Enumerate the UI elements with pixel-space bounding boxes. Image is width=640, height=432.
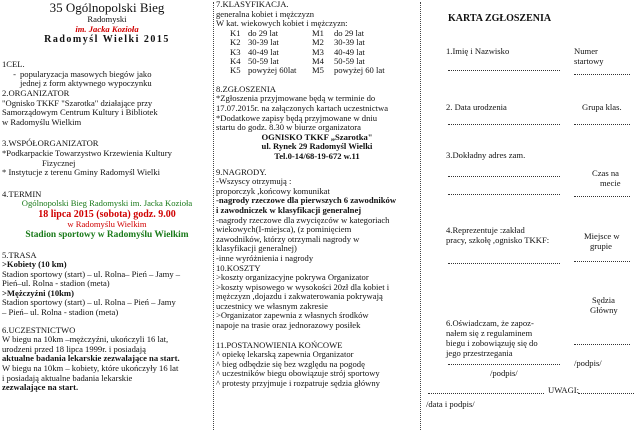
registration-line: 17.07.2015r. na załączonych kartach uczestnictwa (216, 103, 389, 113)
prizes-line: -nagrody rzeczowe dla zwycięzców w kategoriach (216, 214, 390, 225)
card-title: KARTA ZGŁOSZENIA (448, 13, 552, 24)
regulations-column-2 (216, 0, 418, 389)
route-line: >Mężczyźni (10km) (2, 287, 74, 298)
costs-line: >koszty organizacyjne pokrywa Organizator (216, 272, 369, 283)
field-representation-label-2: pracy, szkołę ,ognisko TKKF: (446, 235, 550, 245)
prizes-line: wiekowych(I-miejsca), (z pominięciem (216, 224, 352, 235)
field-address-line (448, 176, 560, 177)
signature-label: /podpis/ (490, 368, 518, 378)
category-range: 40-49 lat (334, 46, 365, 57)
participation-line: W biegu na 10km –mężczyźni, ukończyli 16 lat, (2, 334, 169, 345)
category-code: K4 (230, 56, 241, 66)
prizes-line: -nagrody rzeczowe dla pierwszych 6 zawodników (216, 195, 397, 206)
section-participation-heading: 6.UCZESTNICTWO (2, 324, 76, 335)
coorganizer-line: * Instytucje z terenu Gminy Radomyśl Wielki (2, 167, 160, 178)
category-code: K3 (230, 46, 241, 57)
remarks-label: UWAGI: (548, 385, 580, 395)
final-line: ^ bieg odbędzie się bez względu na pogodę (216, 358, 365, 369)
section-route-heading: 5.TRASA (2, 249, 37, 260)
place-in-group-line (574, 261, 630, 262)
final-line: ^ uczestników biegu obowiązuje strój sportowy (216, 368, 380, 379)
category-range: 30-39 lat (248, 37, 279, 48)
date-signature-line (428, 393, 544, 394)
field-birthdate-line (448, 124, 560, 125)
participation-line: W biegu na 10km – kobiety, które ukończyły 16 lat (2, 363, 179, 374)
registration-line: startu do godz. 8.30 w biurze organizatora (216, 122, 361, 133)
field-address-label: 3.Dokładny adres zam. (446, 150, 526, 160)
event-patron: im. Jacka Kozioła (75, 23, 139, 34)
costs-line: napoje na trasie oraz jednorazowy posiłek (216, 320, 361, 331)
event-subtitle: Radomyski (87, 14, 127, 24)
route-line: – Pień– ul. Rolna - stadion (meta) (2, 307, 119, 318)
section-organizer-heading: 2.ORGANIZATOR (2, 87, 70, 98)
goal-item: - popularyzacja masowych biegów jako (13, 68, 152, 79)
prizes-line: i zawodniczek w klasyfikacji generalnej (216, 204, 362, 215)
date-line-stadium: Stadion sportowy w Radomyślu Wielkim (25, 229, 189, 240)
final-line: ^ protesty przyjmuje i rozpatruje sędzia główny (216, 378, 380, 389)
final-line: ^ opiekę lekarską zapewnia Organizator (216, 349, 354, 360)
category-code: K2 (230, 37, 241, 48)
section-date-heading: 4.TERMIN (2, 188, 42, 199)
category-range: do 29 lat (248, 27, 279, 38)
route-line: Stadion sportowy (start) – ul. Rolna – Pień – Jamy (2, 297, 176, 308)
declaration-signature-line[interactable] (448, 364, 560, 365)
costs-line: uczestnicy we własnym zakresie (216, 300, 328, 311)
organizer-line: "Ognisko TKKF "Szarotka" działające przy (2, 97, 153, 108)
date-line-bieg: Ogólnopolski Bieg Radomyski im. Jacka Kozioła (21, 198, 193, 209)
field-birthdate-label: 2. Data urodzenia (446, 102, 507, 112)
category-range: 30-39 lat (334, 37, 365, 48)
classification-line: generalna kobiet i mężczyzn (216, 8, 315, 19)
date-line-when: 18 lipca 2015 (sobota) godz. 9.00 (38, 208, 176, 220)
category-code: M1 (312, 27, 324, 38)
finish-time-label: Czas na (592, 168, 619, 178)
category-code: M4 (312, 56, 324, 66)
coorganizer-line: Fizycznej (42, 157, 76, 168)
date-signature-label: /data i podpis/ (426, 399, 475, 409)
prizes-line: -inne wyróżnienia i nagrody (216, 252, 314, 263)
coorganizer-line: *Podkarpackie Towarzystwo Krzewienia Kultury (2, 147, 172, 158)
finish-time-line (574, 196, 630, 197)
event-place-year: Radomyśl Wielki 2015 (44, 34, 170, 46)
place-in-group-label: Miejsce w (584, 231, 620, 241)
class-group-label: Grupa klas. (582, 102, 622, 112)
declaration-line: biegu i zobowiązuję się do (446, 338, 538, 348)
category-code: M3 (312, 46, 324, 57)
field-address-line-2 (448, 194, 560, 195)
classification-line: W kat. wiekowych kobiet i mężczyzn: (216, 18, 348, 29)
section-classification-heading: 7.KLASYFIKACJA. (216, 0, 289, 9)
category-range: 50-59 lat (334, 56, 365, 66)
category-range: powyżej 60lat (248, 65, 297, 76)
registration-card (424, 0, 638, 432)
section-goal-heading: 1CEL. (2, 59, 25, 70)
start-number-line (574, 74, 630, 75)
declaration-line: jego przestrzegania (446, 348, 513, 358)
participation-line: urodzeni przed 18 lipca 1999r. i posiadają (2, 343, 146, 354)
start-number-label-2: startowy (574, 56, 604, 66)
goal-item-cont: jednej z form aktywnego wypoczynku (20, 78, 152, 89)
section-final-heading: 11.POSTANOWIENIA KOŃCOWE (216, 339, 343, 350)
organizer-line: w Radomyślu Wielkim (2, 116, 82, 127)
participation-line: zezwalające na start. (2, 382, 79, 393)
judge-signature-line[interactable] (574, 344, 630, 345)
category-code: K1 (230, 27, 241, 38)
costs-line: >Organizator zapewnia z własnych środków (216, 310, 369, 321)
costs-line: >koszty wpisowego w wysokości 20zł dla kobiet i (216, 281, 390, 292)
chief-judge-label: Sędzia (592, 295, 615, 305)
section-costs-heading: 10.KOSZTY (216, 262, 261, 273)
route-line: >Kobiety (10 km) (2, 259, 67, 270)
finish-time-label-2: mecie (600, 178, 621, 188)
category-code: M2 (312, 37, 324, 48)
prizes-line: proporczyk ,końcowy komunikat (216, 185, 330, 196)
remarks-line (578, 393, 634, 394)
place-in-group-label-2: grupie (590, 241, 612, 251)
regulations-column-1 (2, 0, 212, 393)
section-coorganizer-heading: 3.WSPÓŁORGANIZATOR (2, 138, 99, 149)
field-name-line (448, 70, 560, 71)
date-line-where: w Radomyślu Wielkim (67, 218, 147, 229)
organizer-phone: Tel.0-14/68-19-672 w.11 (274, 150, 360, 161)
category-range: 50-59 lat (248, 56, 279, 66)
route-line: Stadion sportowy (start) – ul. Rolna– Pień – Jamy – (2, 268, 181, 279)
prizes-line: klasyfikacji generalnej) (216, 243, 297, 254)
judge-signature-label: /podpis/ (574, 358, 602, 368)
section-registration-heading: 8.ZGŁOSZENIA (216, 83, 276, 94)
category-range: powyżej 60 lat (334, 65, 385, 76)
route-line: Pień–ul. Rolna - stadion (meta) (2, 278, 110, 289)
participation-line: i posiadają aktualne badania lekarskie (2, 372, 133, 383)
field-representation-line (448, 263, 560, 264)
section-prizes-heading: 9.NAGRODY. (216, 166, 267, 177)
category-code: M5 (312, 65, 324, 76)
organizer-address: ul. Rynek 29 Radomyśl Wielki (261, 141, 373, 152)
field-name-label: 1.Imię i Nazwisko (446, 46, 510, 56)
age-categories-grid (216, 29, 418, 76)
column-divider (213, 2, 214, 430)
event-title: 35 Ogólnopolski Bieg (49, 0, 165, 15)
declaration-line: nałem się z regulaminem (446, 328, 533, 338)
registration-line: *Zgłoszenia przyjmowane będą w terminie do (216, 93, 376, 104)
registration-line: *Dodatkowe zapisy będą przyjmowane w dniu (216, 112, 378, 123)
category-range: 40-49 lat (248, 46, 279, 57)
start-number-label: Numer (574, 46, 598, 56)
prizes-line: -Wszyscy otrzymują : (216, 176, 292, 187)
category-code: K5 (230, 65, 241, 76)
costs-line: mężczyzn ,dojazdu i zakwaterowania pokrywają (216, 291, 383, 302)
prizes-line: zawodników, którzy otrzymali nagrody w (216, 233, 360, 244)
field-representation-label: 4.Reprezentuje :zakład (446, 225, 525, 235)
class-group-line (574, 124, 630, 125)
organizer-address: OGNISKO TKKF „Szarotka" (261, 131, 373, 142)
declaration-line: 6.Oświadczam, że zapoz- (446, 318, 534, 328)
organizer-line: Samorządowym Centrum Kultury i Bibliotek (2, 107, 158, 118)
column-divider (420, 2, 421, 430)
category-range: do 29 lat (334, 27, 365, 38)
participation-line: aktualne badania lekarskie zezwalające na start. (2, 353, 180, 364)
chief-judge-label-2: Główny (590, 305, 618, 315)
